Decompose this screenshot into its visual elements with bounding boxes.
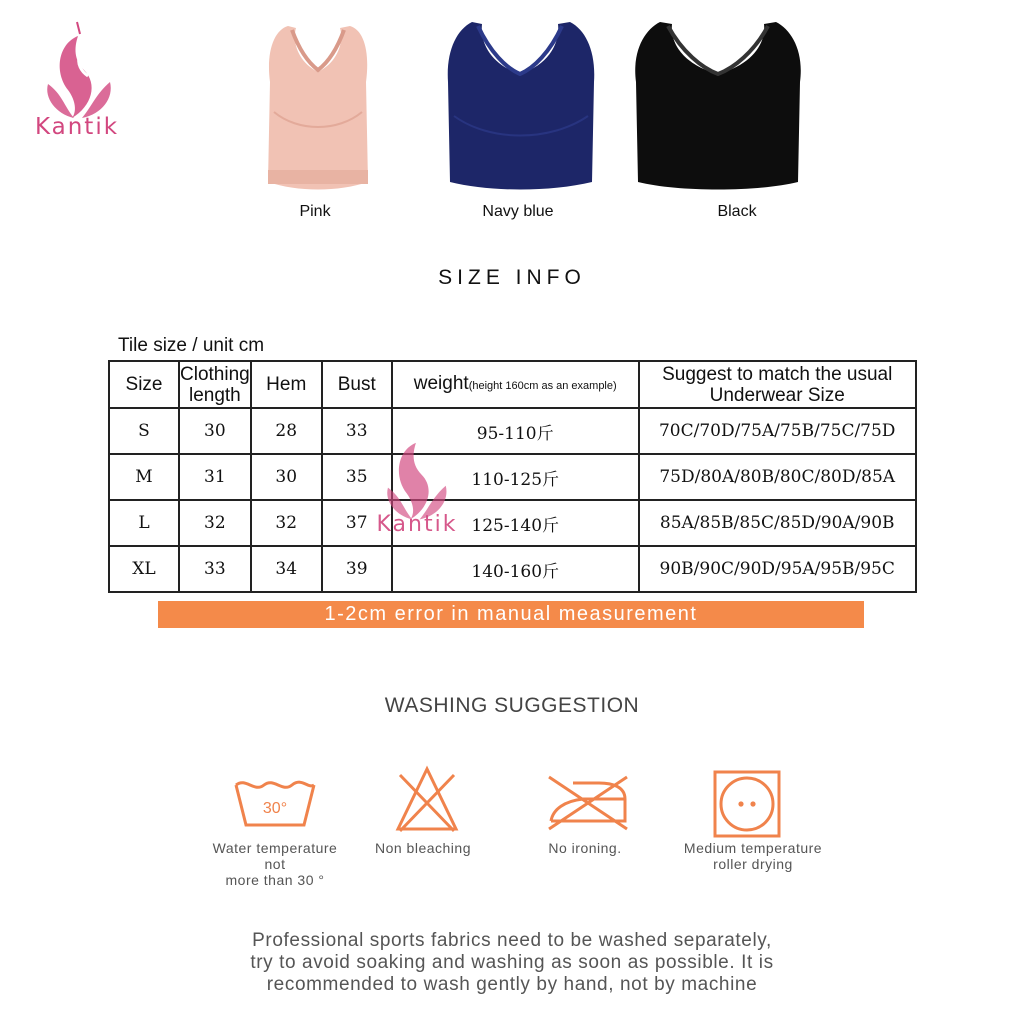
wash-temp-text: 30° <box>262 800 288 817</box>
cell-bust: 37 <box>322 500 392 546</box>
wash-label-line: No ironing. <box>548 840 622 856</box>
header-weight <box>392 361 639 408</box>
brand-name: Kantik <box>34 114 120 140</box>
header-bust: Bust <box>322 361 392 408</box>
cell-size: S <box>109 408 179 454</box>
cell-length: 32 <box>179 500 251 546</box>
cell-underwear: 90B/90C/90D/95A/95B/95C <box>639 546 916 592</box>
product-label-black: Black <box>717 203 757 220</box>
cell-weight: 140-160斤 <box>392 546 639 592</box>
cell-hem: 34 <box>251 546 322 592</box>
header-suggest-line2: Underwear Size <box>709 384 845 406</box>
cell-hem: 30 <box>251 454 322 500</box>
cell-length: 33 <box>179 546 251 592</box>
washing-note <box>0 930 1024 996</box>
header-clothing-line1: Clothing <box>180 363 250 385</box>
cell-underwear: 85A/85B/85C/85D/90A/90B <box>639 500 916 546</box>
table-header-row <box>109 361 916 408</box>
cell-length: 31 <box>179 454 251 500</box>
cell-underwear: 70C/70D/75A/75B/75C/75D <box>639 408 916 454</box>
wash-label-line: Non bleaching <box>374 840 471 856</box>
no-iron-icon <box>543 765 633 835</box>
wash-label-temperature <box>190 840 360 888</box>
table-row <box>109 546 916 592</box>
header-weight-note: (height 160cm as an example) <box>468 379 617 392</box>
unit-note: Tile size / unit cm <box>118 335 265 356</box>
wash-label-line: not <box>264 856 286 872</box>
cell-hem: 28 <box>251 408 322 454</box>
header-suggest <box>639 361 916 408</box>
cell-weight: 125-140斤 <box>392 500 639 546</box>
wash-label-line: Medium temperature <box>683 840 823 856</box>
no-bleach-icon <box>382 765 472 835</box>
cell-weight: 95-110斤 <box>392 408 639 454</box>
error-note-banner: 1-2cm error in manual measurement <box>158 601 864 628</box>
washing-title: WASHING SUGGESTION <box>384 694 640 717</box>
table-row <box>109 500 916 546</box>
cell-underwear: 75D/80A/80B/80C/80D/85A <box>639 454 916 500</box>
header-clothing-length <box>179 361 251 408</box>
wash-label-iron <box>500 840 670 856</box>
washing-note-line: Professional sports fabrics need to be washed separately, <box>252 930 772 951</box>
black-bra-image <box>618 12 818 212</box>
wash-label-line: roller drying <box>713 856 793 872</box>
wash-label-line: Water temperature <box>212 840 338 856</box>
wash-label-dry <box>668 840 838 872</box>
navy-bra-image <box>420 12 620 212</box>
cell-size: M <box>109 454 179 500</box>
wash-label-bleach <box>338 840 508 856</box>
product-label-navy: Navy blue <box>482 203 554 220</box>
table-row <box>109 408 916 454</box>
size-info-title: SIZE INFO <box>438 266 586 289</box>
washing-note-line: try to avoid soaking and washing as soon as possible. It is <box>250 952 774 973</box>
pink-bra-image <box>218 12 418 212</box>
wash-label-line: more than 30 ° <box>225 872 325 888</box>
cell-bust: 35 <box>322 454 392 500</box>
header-clothing-line2: length <box>188 384 241 406</box>
cell-size: L <box>109 500 179 546</box>
cell-weight: 110-125斤 <box>392 454 639 500</box>
tumble-dry-medium-icon <box>703 768 793 838</box>
watermark-brand-name: Kantik <box>376 512 458 537</box>
product-label-pink: Pink <box>299 203 331 220</box>
cell-size: XL <box>109 546 179 592</box>
washing-note-line: recommended to wash gently by hand, not by machine <box>266 974 758 995</box>
wash-30-icon <box>230 765 320 835</box>
size-table <box>108 360 917 593</box>
header-suggest-line1: Suggest to match the usual <box>662 363 893 385</box>
table-row <box>109 454 916 500</box>
header-size: Size <box>109 361 179 408</box>
header-weight-label: weight <box>413 372 469 394</box>
cell-bust: 33 <box>322 408 392 454</box>
cell-length: 30 <box>179 408 251 454</box>
cell-bust: 39 <box>322 546 392 592</box>
cell-hem: 32 <box>251 500 322 546</box>
header-hem: Hem <box>251 361 322 408</box>
